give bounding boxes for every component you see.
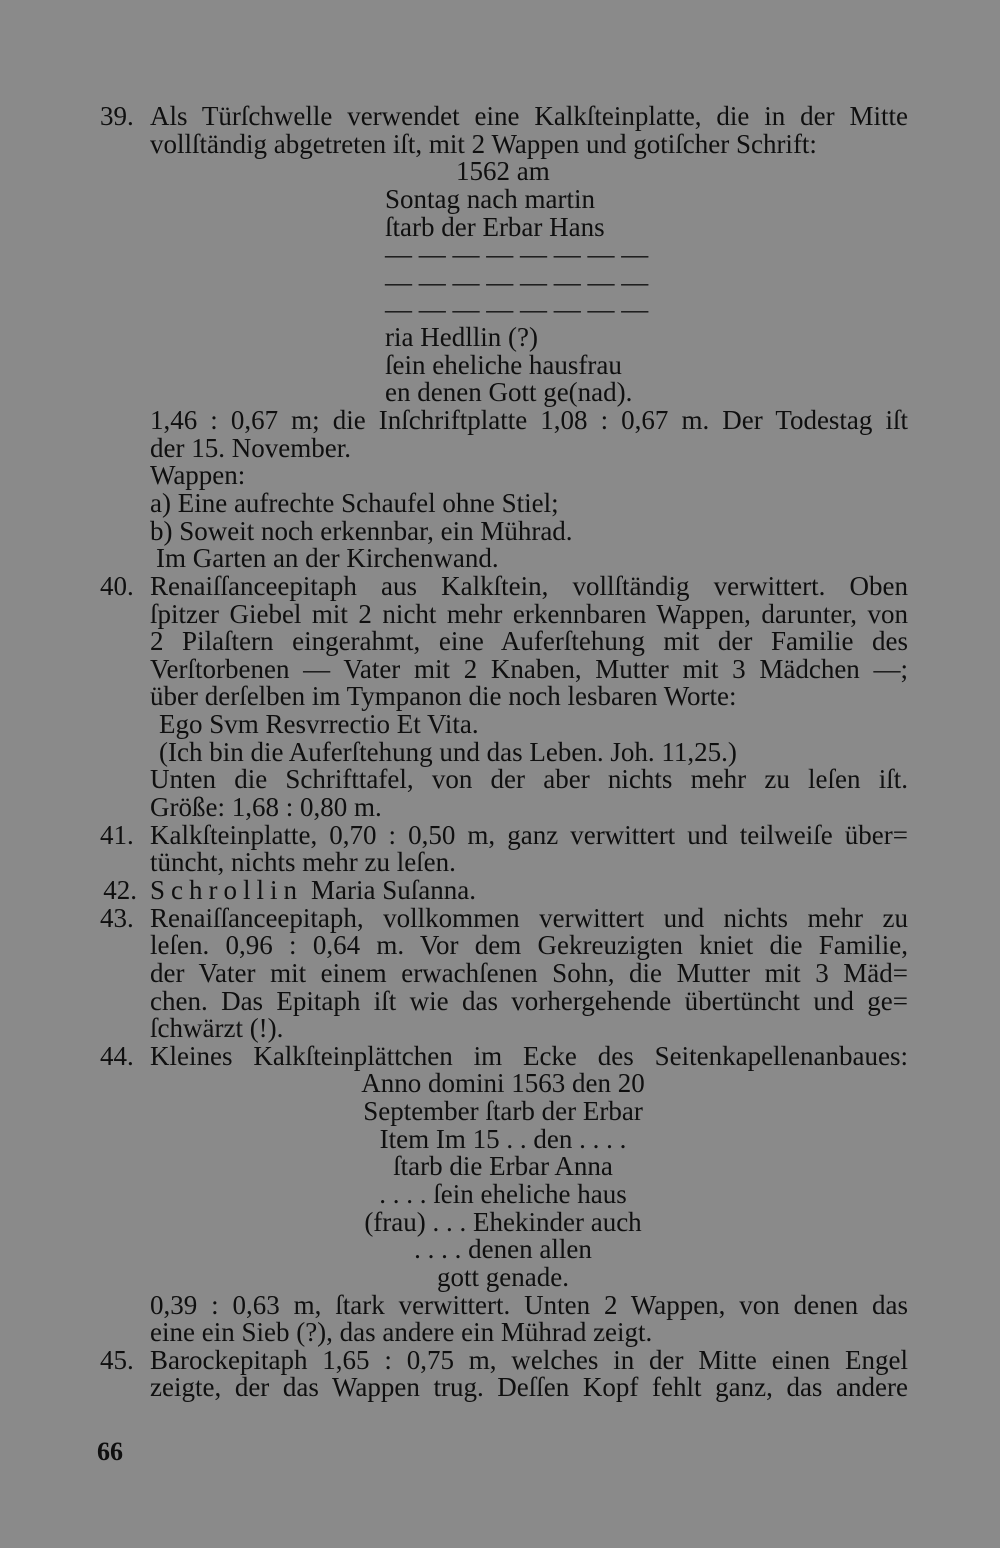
- inscription-line: Item Im 15 . . den . . . .: [379, 1123, 627, 1154]
- entry-text-line: vollſtändig abgetreten iſt, mit 2 Wappen und gotiſcher Schrift:: [150, 128, 817, 159]
- spaced-surname: Schrollin: [150, 874, 303, 905]
- inscription-line: ſein eheliche hausfrau: [385, 349, 622, 380]
- inscription-line: gott genade.: [437, 1261, 569, 1292]
- inscription-line: ſtarb der Erbar Hans: [385, 211, 605, 242]
- inscription-line: ſtarb die Erbar Anna: [393, 1151, 613, 1182]
- dimensions-note: 1,46 : 0,67 m; die Inſchriftplatte 1,08 : 0,67 m. Der Todestag iſt: [150, 405, 908, 436]
- entry-text: Kalkſteinplatte, 0,70 : 0,50 m, ganz verwittert und teilweiſe über=: [150, 819, 908, 850]
- inscription-line: ria Hedllin (?): [385, 322, 538, 353]
- entry-text-line: der Vater mit einem erwachſenen Sohn, die Mutter mit 3 Mäd=: [150, 957, 908, 988]
- entry-text-line: ſpitzer Giebel mit 2 nicht mehr erkennbaren Wappen, darunter, von: [150, 598, 908, 629]
- entry-43-first-line: [100, 902, 908, 933]
- entry-text: Barockepitaph 1,65 : 0,75 m, welches in der Mitte einen Engel: [150, 1344, 908, 1375]
- entry-39-first-line: [100, 101, 908, 131]
- entry-number: 42.: [103, 874, 137, 905]
- latin-quote: Ego Svm Resvrrectio Et Vita.: [159, 709, 479, 740]
- entry-41-first-line: [100, 819, 908, 850]
- entry-text: Maria Suſanna.: [311, 874, 476, 905]
- inscription-gap-line: — — — — — — — —: [385, 294, 649, 325]
- entry-text-line: leſen. 0,96 : 0,64 m. Vor dem Gekreuzigten kniet die Familie,: [150, 930, 908, 961]
- entry-text: Als Türſchwelle verwendet eine Kalkſteinplatte, die in der Mitte: [150, 101, 908, 131]
- entry-42-first-line: [103, 874, 908, 905]
- dimensions-note: Größe: 1,68 : 0,80 m.: [150, 792, 382, 823]
- quote-translation: (Ich bin die Auferſtehung und das Leben. Joh. 11,25.): [159, 736, 737, 767]
- entry-text: Renaiſſanceepitaph aus Kalkſtein, vollſtändig verwittert. Oben: [150, 570, 908, 601]
- entry-40-first-line: [100, 570, 908, 601]
- entry-text-line: Unten die Schrifttafel, von der aber nichts mehr zu leſen iſt.: [150, 764, 908, 795]
- entry-number: 41.: [100, 819, 134, 850]
- entry-text-line: tüncht, nichts mehr zu leſen.: [150, 847, 456, 878]
- entry-text-line: Verſtorbenen — Vater mit 2 Knaben, Mutter mit 3 Mädchen —;: [150, 653, 908, 684]
- entry-number: 40.: [100, 570, 134, 601]
- inscription-line: (frau) . . . Ehekinder auch: [364, 1206, 642, 1237]
- inscription-line: September ſtarb der Erbar: [363, 1096, 643, 1127]
- dimensions-note: der 15. November.: [150, 432, 351, 463]
- page-number: 66: [97, 1437, 123, 1466]
- entry-text-line: 2 Pilaſtern eingerahmt, eine Auferſtehung mit der Familie des: [150, 626, 908, 657]
- inscription-line: Anno domini 1563 den 20: [361, 1068, 645, 1099]
- entry-text-line: ſchwärzt (!).: [150, 1013, 284, 1044]
- entry-text: Kleines Kalkſteinplättchen im Ecke des Seitenkapellenanbaues:: [150, 1040, 908, 1071]
- entry-text-line: chen. Das Epitaph iſt wie das vorhergehende übertüncht und ge=: [150, 985, 908, 1016]
- inscription-line: en denen Gott ge(nad).: [385, 377, 633, 408]
- entry-number: 39.: [100, 101, 134, 131]
- entry-number: 43.: [100, 902, 134, 933]
- inscription-gap-line: — — — — — — — —: [385, 266, 649, 297]
- entry-number: 45.: [100, 1344, 134, 1375]
- coat-of-arms-item: b) Soweit noch erkennbar, ein Mührad.: [150, 515, 573, 546]
- inscription-line: Sontag nach martin: [385, 183, 595, 214]
- entry-number: 44.: [100, 1040, 134, 1071]
- entry-text-line: zeigte, der das Wappen trug. Deſſen Kopf fehlt ganz, das andere: [150, 1372, 908, 1403]
- inscription-line: . . . . denen allen: [414, 1234, 592, 1265]
- coat-of-arms-item: a) Eine aufrechte Schaufel ohne Stiel;: [150, 487, 559, 518]
- dimensions-note: eine ein Sieb (?), das andere ein Mührad zeigt.: [150, 1317, 653, 1348]
- entry-text: Renaiſſanceepitaph, vollkommen verwittert und nichts mehr zu: [150, 902, 908, 933]
- dimensions-note: 0,39 : 0,63 m, ſtark verwittert. Unten 2 Wappen, von denen das: [150, 1289, 908, 1320]
- entry-45-first-line: [100, 1344, 908, 1375]
- entry-44-first-line: [100, 1040, 908, 1071]
- text-block: [0, 103, 1000, 1402]
- inscription-line: 1562 am: [456, 156, 550, 187]
- coat-of-arms-heading: Wappen:: [150, 460, 246, 491]
- entry-text-line: über derſelben im Tympanon die noch lesbaren Worte:: [150, 681, 737, 712]
- inscription-line: . . . . ſein eheliche haus: [379, 1178, 627, 1209]
- inscription-gap-line: — — — — — — — —: [385, 239, 649, 270]
- location-note: Im Garten an der Kirchenwand.: [156, 543, 499, 574]
